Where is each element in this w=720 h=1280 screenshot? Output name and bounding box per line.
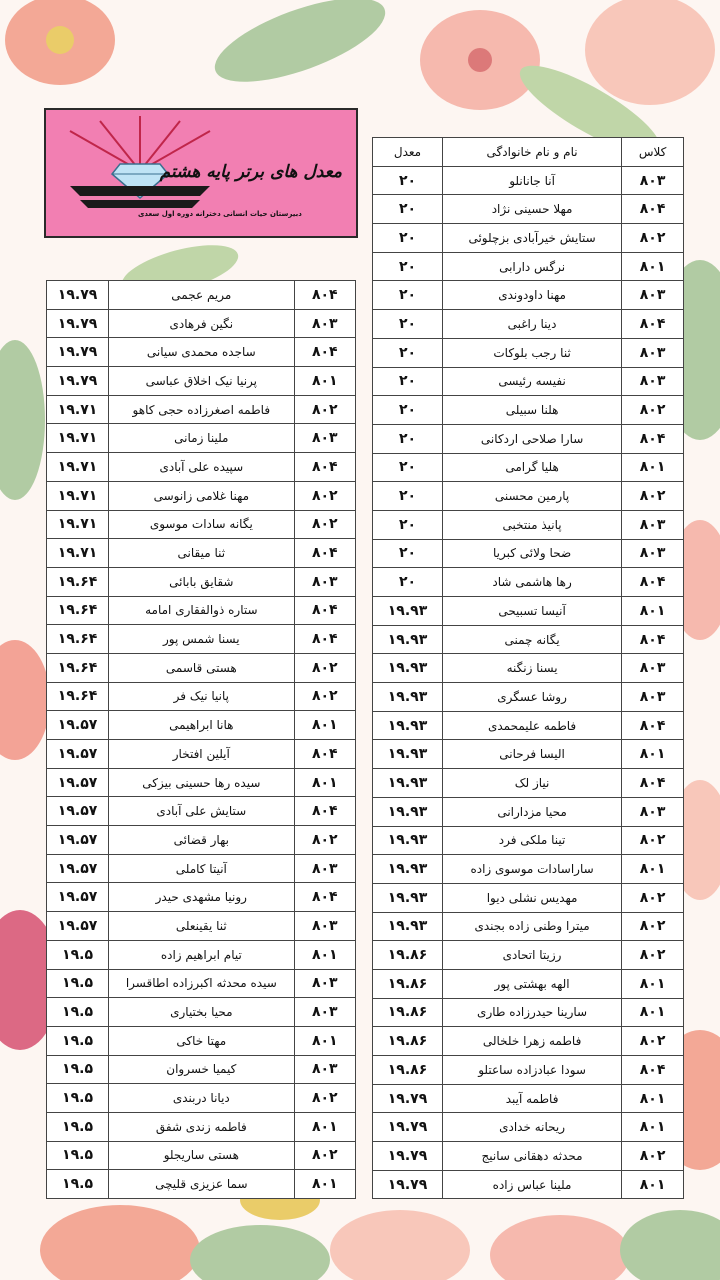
table-row: [47, 539, 356, 568]
table-row: [373, 625, 684, 654]
table-row: [47, 940, 356, 969]
class-cell: ۸۰۱: [622, 1170, 684, 1199]
name-cell: سارا صلاحی اردکانی: [442, 424, 621, 453]
avg-cell: ۱۹.۶۴: [47, 682, 109, 711]
table-row: [373, 912, 684, 941]
class-cell: ۸۰۲: [294, 653, 355, 682]
table-row: [373, 941, 684, 970]
avg-cell: ۱۹.۶۴: [47, 625, 109, 654]
name-cell: رها هاشمی شاد: [442, 568, 621, 597]
avg-cell: ۱۹.۷۹: [373, 1170, 443, 1199]
table-row: [47, 1141, 356, 1170]
class-cell: ۸۰۴: [622, 195, 684, 224]
class-cell: ۸۰۴: [294, 596, 355, 625]
table-row: [47, 510, 356, 539]
class-cell: ۸۰۳: [294, 1055, 355, 1084]
table-row: [373, 252, 684, 281]
class-cell: ۸۰۴: [294, 453, 355, 482]
table-row: [47, 1026, 356, 1055]
class-cell: ۸۰۴: [622, 568, 684, 597]
name-cell: سیده محدثه اکبرزاده اطاقسرا: [109, 969, 295, 998]
class-cell: ۸۰۴: [294, 281, 355, 310]
table-row: [47, 1084, 356, 1113]
name-cell: ثنا رجب بلوکات: [442, 338, 621, 367]
table-row: [373, 568, 684, 597]
avg-cell: ۱۹.۷۹: [47, 309, 109, 338]
table-row: [373, 424, 684, 453]
class-cell: ۸۰۴: [294, 740, 355, 769]
name-cell: یگانه سادات موسوی: [109, 510, 295, 539]
name-cell: هستی ساریجلو: [109, 1141, 295, 1170]
avg-cell: ۱۹.۸۶: [373, 941, 443, 970]
class-cell: ۸۰۳: [622, 683, 684, 712]
name-cell: پانیا نیک فر: [109, 682, 295, 711]
class-cell: ۸۰۳: [622, 338, 684, 367]
name-cell: ستاره ذوالفقاری امامه: [109, 596, 295, 625]
avg-cell: ۲۰: [373, 310, 443, 339]
table-row: [373, 969, 684, 998]
avg-cell: ۲۰: [373, 424, 443, 453]
name-cell: سارینا حیدرزاده طاری: [442, 998, 621, 1027]
avg-cell: ۱۹.۷۹: [47, 338, 109, 367]
avg-cell: ۱۹.۵۷: [47, 711, 109, 740]
name-cell: الیسا فرحانی: [442, 740, 621, 769]
class-cell: ۸۰۲: [294, 682, 355, 711]
name-cell: آنا جانانلو: [442, 166, 621, 195]
avg-cell: ۲۰: [373, 252, 443, 281]
name-cell: نیاز لک: [442, 769, 621, 798]
name-cell: روشا عسگری: [442, 683, 621, 712]
class-cell: ۸۰۱: [622, 1084, 684, 1113]
avg-cell: ۱۹.۵۷: [47, 883, 109, 912]
class-cell: ۸۰۳: [622, 367, 684, 396]
class-cell: ۸۰۱: [294, 1170, 355, 1199]
class-cell: ۸۰۳: [294, 309, 355, 338]
class-cell: ۸۰۳: [294, 567, 355, 596]
table-row: [47, 653, 356, 682]
class-cell: ۸۰۲: [622, 396, 684, 425]
table-row: [373, 281, 684, 310]
table-row: [373, 883, 684, 912]
name-cell: مهنا داودوندی: [442, 281, 621, 310]
avg-cell: ۱۹.۵: [47, 969, 109, 998]
class-cell: ۸۰۲: [294, 1141, 355, 1170]
name-cell: محیا بختیاری: [109, 998, 295, 1027]
class-cell: ۸۰۱: [622, 453, 684, 482]
class-cell: ۸۰۱: [294, 940, 355, 969]
class-cell: ۸۰۴: [622, 769, 684, 798]
class-cell: ۸۰۲: [294, 1084, 355, 1113]
avg-cell: ۱۹.۵: [47, 1084, 109, 1113]
avg-cell: ۱۹.۵: [47, 1112, 109, 1141]
table-row: [373, 769, 684, 798]
class-cell: ۸۰۲: [622, 883, 684, 912]
class-cell: ۸۰۳: [294, 424, 355, 453]
avg-cell: ۲۰: [373, 510, 443, 539]
name-cell: تینا ملکی فرد: [442, 826, 621, 855]
name-cell: مهتا خاکی: [109, 1026, 295, 1055]
name-cell: الهه بهشتی پور: [442, 969, 621, 998]
class-cell: ۸۰۱: [622, 855, 684, 884]
avg-cell: ۲۰: [373, 453, 443, 482]
avg-cell: ۱۹.۹۳: [373, 625, 443, 654]
name-cell: فاطمه آیبد: [442, 1084, 621, 1113]
name-cell: ساراسادات موسوی زاده: [442, 855, 621, 884]
name-cell: فاطمه علیمحمدی: [442, 711, 621, 740]
class-cell: ۸۰۱: [622, 998, 684, 1027]
avg-cell: ۱۹.۵: [47, 1055, 109, 1084]
class-cell: ۸۰۴: [622, 1056, 684, 1085]
name-cell: رونیا مشهدی حیدر: [109, 883, 295, 912]
avg-cell: ۱۹.۹۳: [373, 654, 443, 683]
name-cell: ریحانه خدادی: [442, 1113, 621, 1142]
table-row: [373, 855, 684, 884]
table-row: [47, 1055, 356, 1084]
class-cell: ۸۰۱: [294, 711, 355, 740]
name-cell: مریم عجمی: [109, 281, 295, 310]
name-cell: مهلا حسینی نژاد: [442, 195, 621, 224]
avg-cell: ۱۹.۹۳: [373, 711, 443, 740]
avg-cell: ۱۹.۵۷: [47, 854, 109, 883]
class-cell: ۸۰۳: [622, 281, 684, 310]
table-row: [373, 367, 684, 396]
class-cell: ۸۰۴: [622, 310, 684, 339]
table-row: [373, 1056, 684, 1085]
school-name: دبیرستان حیات انسانی دخترانه دوره اول سعدی: [138, 210, 302, 218]
avg-cell: ۱۹.۸۶: [373, 1027, 443, 1056]
header-avg: معدل: [373, 138, 443, 167]
class-cell: ۸۰۱: [622, 740, 684, 769]
class-cell: ۸۰۲: [622, 482, 684, 511]
name-cell: یسنا زنگنه: [442, 654, 621, 683]
class-cell: ۸۰۳: [294, 969, 355, 998]
name-cell: تیام ابراهیم زاده: [109, 940, 295, 969]
avg-cell: ۲۰: [373, 338, 443, 367]
name-cell: فاطمه زندی شفق: [109, 1112, 295, 1141]
class-cell: ۸۰۱: [294, 367, 355, 396]
table-row: [47, 969, 356, 998]
header-name: نام و نام خانوادگی: [442, 138, 621, 167]
table-row: [373, 597, 684, 626]
table-row: [47, 912, 356, 941]
class-cell: ۸۰۴: [294, 539, 355, 568]
table-row: [47, 281, 356, 310]
name-cell: نگین فرهادی: [109, 309, 295, 338]
name-cell: آیلین افتخار: [109, 740, 295, 769]
name-cell: ساجده محمدی سیانی: [109, 338, 295, 367]
name-cell: هستی قاسمی: [109, 653, 295, 682]
avg-cell: ۱۹.۵۷: [47, 740, 109, 769]
avg-cell: ۱۹.۷۱: [47, 453, 109, 482]
table-row: [47, 481, 356, 510]
table-row: [373, 1027, 684, 1056]
class-cell: ۸۰۳: [294, 854, 355, 883]
avg-cell: ۱۹.۶۴: [47, 596, 109, 625]
avg-cell: ۱۹.۸۶: [373, 998, 443, 1027]
table-row: [373, 1170, 684, 1199]
class-cell: ۸۰۴: [294, 338, 355, 367]
table-row: [373, 482, 684, 511]
class-cell: ۸۰۳: [622, 166, 684, 195]
name-cell: آنیتا کاملی: [109, 854, 295, 883]
table-row: [47, 309, 356, 338]
class-cell: ۸۰۱: [622, 1113, 684, 1142]
table-row: [47, 797, 356, 826]
class-cell: ۸۰۱: [294, 1112, 355, 1141]
table-row: [373, 166, 684, 195]
avg-cell: ۱۹.۷۹: [373, 1084, 443, 1113]
name-cell: ثنا یقینعلی: [109, 912, 295, 941]
class-cell: ۸۰۳: [622, 510, 684, 539]
class-cell: ۸۰۲: [294, 395, 355, 424]
table-row: [47, 711, 356, 740]
class-cell: ۸۰۳: [294, 912, 355, 941]
avg-cell: ۱۹.۹۳: [373, 797, 443, 826]
table-row: [373, 998, 684, 1027]
name-cell: ملینا عباس زاده: [442, 1170, 621, 1199]
name-cell: شقایق بابائی: [109, 567, 295, 596]
table-row: [373, 195, 684, 224]
class-cell: ۸۰۴: [622, 424, 684, 453]
avg-cell: ۱۹.۵: [47, 1141, 109, 1170]
class-cell: ۸۰۳: [622, 797, 684, 826]
table-row: [373, 826, 684, 855]
class-cell: ۸۰۲: [294, 510, 355, 539]
class-cell: ۸۰۳: [622, 539, 684, 568]
name-cell: آنیسا تسبیحی: [442, 597, 621, 626]
table-row: [373, 654, 684, 683]
class-cell: ۸۰۱: [294, 1026, 355, 1055]
avg-cell: ۱۹.۸۶: [373, 1056, 443, 1085]
avg-cell: ۱۹.۶۴: [47, 567, 109, 596]
avg-cell: ۲۰: [373, 166, 443, 195]
table-row: [373, 310, 684, 339]
name-cell: پانیذ منتخبی: [442, 510, 621, 539]
name-cell: دیانا دربندی: [109, 1084, 295, 1113]
class-cell: ۸۰۲: [622, 941, 684, 970]
name-cell: یگانه چمنی: [442, 625, 621, 654]
avg-cell: ۲۰: [373, 224, 443, 253]
class-cell: ۸۰۴: [622, 625, 684, 654]
avg-cell: ۱۹.۵۷: [47, 768, 109, 797]
name-cell: پارمین محسنی: [442, 482, 621, 511]
table-row: [373, 539, 684, 568]
avg-cell: ۱۹.۹۳: [373, 597, 443, 626]
name-cell: ستایش علی آبادی: [109, 797, 295, 826]
avg-cell: ۱۹.۷۹: [373, 1113, 443, 1142]
name-cell: میترا وطنی زاده بجندی: [442, 912, 621, 941]
class-cell: ۸۰۲: [622, 826, 684, 855]
name-cell: پرنیا نیک اخلاق عباسی: [109, 367, 295, 396]
avg-cell: ۲۰: [373, 281, 443, 310]
avg-cell: ۲۰: [373, 482, 443, 511]
name-cell: هانا ابراهیمی: [109, 711, 295, 740]
avg-cell: ۱۹.۷۹: [47, 367, 109, 396]
avg-cell: ۱۹.۶۴: [47, 653, 109, 682]
name-cell: سودا عبادزاده ساعتلو: [442, 1056, 621, 1085]
class-cell: ۸۰۲: [294, 481, 355, 510]
right-rankings-table: [372, 137, 684, 1199]
table-row: [47, 768, 356, 797]
avg-cell: ۱۹.۵: [47, 1170, 109, 1199]
table-row: [47, 395, 356, 424]
table-row: [373, 224, 684, 253]
name-cell: سیده رها حسینی بیزکی: [109, 768, 295, 797]
class-cell: ۸۰۲: [294, 826, 355, 855]
table-row: [47, 1112, 356, 1141]
table-row: [373, 1084, 684, 1113]
name-cell: سپیده علی آبادی: [109, 453, 295, 482]
name-cell: ثنا میقانی: [109, 539, 295, 568]
avg-cell: ۱۹.۷۱: [47, 395, 109, 424]
table-row: [373, 1113, 684, 1142]
name-cell: فاطمه اصغرزاده حجی کاهو: [109, 395, 295, 424]
table-row: [373, 396, 684, 425]
left-rankings-table: [46, 280, 356, 1199]
avg-cell: ۱۹.۹۳: [373, 740, 443, 769]
table-row: [47, 826, 356, 855]
avg-cell: ۲۰: [373, 195, 443, 224]
name-cell: کیمیا خسروان: [109, 1055, 295, 1084]
avg-cell: ۱۹.۵: [47, 1026, 109, 1055]
class-cell: ۸۰۱: [622, 969, 684, 998]
avg-cell: ۱۹.۵: [47, 998, 109, 1027]
header-class: کلاس: [622, 138, 684, 167]
class-cell: ۸۰۱: [294, 768, 355, 797]
avg-cell: ۱۹.۷۱: [47, 424, 109, 453]
table-row: [373, 510, 684, 539]
avg-cell: ۱۹.۹۳: [373, 683, 443, 712]
table-row: [47, 338, 356, 367]
table-row: [47, 682, 356, 711]
name-cell: مهنا غلامی زانوسی: [109, 481, 295, 510]
table-row: [47, 424, 356, 453]
table-row: [373, 1142, 684, 1171]
name-cell: هلنا سبیلی: [442, 396, 621, 425]
avg-cell: ۱۹.۹۳: [373, 855, 443, 884]
table-row: [373, 338, 684, 367]
class-cell: ۸۰۳: [622, 654, 684, 683]
table-row: [47, 998, 356, 1027]
class-cell: ۸۰۲: [622, 224, 684, 253]
avg-cell: ۱۹.۷۱: [47, 481, 109, 510]
name-cell: ملینا زمانی: [109, 424, 295, 453]
name-cell: رزیتا اتحادی: [442, 941, 621, 970]
class-cell: ۸۰۱: [622, 252, 684, 281]
avg-cell: ۲۰: [373, 568, 443, 597]
table-header-row: [373, 138, 684, 167]
name-cell: ستایش خیرآبادی بزچلوئی: [442, 224, 621, 253]
table-row: [373, 740, 684, 769]
table-row: [373, 797, 684, 826]
avg-cell: ۲۰: [373, 367, 443, 396]
class-cell: ۸۰۱: [622, 597, 684, 626]
table-row: [373, 711, 684, 740]
avg-cell: ۱۹.۷۱: [47, 539, 109, 568]
avg-cell: ۱۹.۷۹: [47, 281, 109, 310]
avg-cell: ۱۹.۹۳: [373, 826, 443, 855]
name-cell: دینا راغبی: [442, 310, 621, 339]
name-cell: یسنا شمس پور: [109, 625, 295, 654]
class-cell: ۸۰۴: [294, 883, 355, 912]
class-cell: ۸۰۲: [622, 1027, 684, 1056]
name-cell: مهدیس نشلی دیوا: [442, 883, 621, 912]
avg-cell: ۱۹.۵۷: [47, 826, 109, 855]
avg-cell: ۱۹.۵۷: [47, 912, 109, 941]
table-row: [47, 1170, 356, 1199]
table-row: [47, 367, 356, 396]
title-banner: [44, 108, 358, 238]
name-cell: نرگس دارابی: [442, 252, 621, 281]
name-cell: ضحا ولائی کبریا: [442, 539, 621, 568]
table-row: [47, 625, 356, 654]
table-row: [47, 596, 356, 625]
table-row: [373, 683, 684, 712]
avg-cell: ۱۹.۵: [47, 940, 109, 969]
table-row: [47, 883, 356, 912]
class-cell: ۸۰۴: [294, 797, 355, 826]
class-cell: ۸۰۲: [622, 1142, 684, 1171]
avg-cell: ۲۰: [373, 396, 443, 425]
avg-cell: ۱۹.۹۳: [373, 883, 443, 912]
table-row: [47, 854, 356, 883]
avg-cell: ۱۹.۷۱: [47, 510, 109, 539]
avg-cell: ۱۹.۸۶: [373, 969, 443, 998]
name-cell: هلیا گرامی: [442, 453, 621, 482]
class-cell: ۸۰۴: [622, 711, 684, 740]
table-row: [47, 567, 356, 596]
name-cell: فاطمه زهرا خلخالی: [442, 1027, 621, 1056]
avg-cell: ۲۰: [373, 539, 443, 568]
class-cell: ۸۰۳: [294, 998, 355, 1027]
class-cell: ۸۰۴: [294, 625, 355, 654]
name-cell: نفیسه رئیسی: [442, 367, 621, 396]
table-row: [47, 453, 356, 482]
table-row: [373, 453, 684, 482]
class-cell: ۸۰۲: [622, 912, 684, 941]
name-cell: محدثه دهقانی سانیج: [442, 1142, 621, 1171]
table-row: [47, 740, 356, 769]
avg-cell: ۱۹.۷۹: [373, 1142, 443, 1171]
avg-cell: ۱۹.۹۳: [373, 769, 443, 798]
banner-title: معدل های برتر پایه هشتم: [159, 162, 342, 182]
avg-cell: ۱۹.۵۷: [47, 797, 109, 826]
avg-cell: ۱۹.۹۳: [373, 912, 443, 941]
name-cell: محیا مزدارانی: [442, 797, 621, 826]
name-cell: سما عزیزی قلیچی: [109, 1170, 295, 1199]
name-cell: بهار قضائی: [109, 826, 295, 855]
